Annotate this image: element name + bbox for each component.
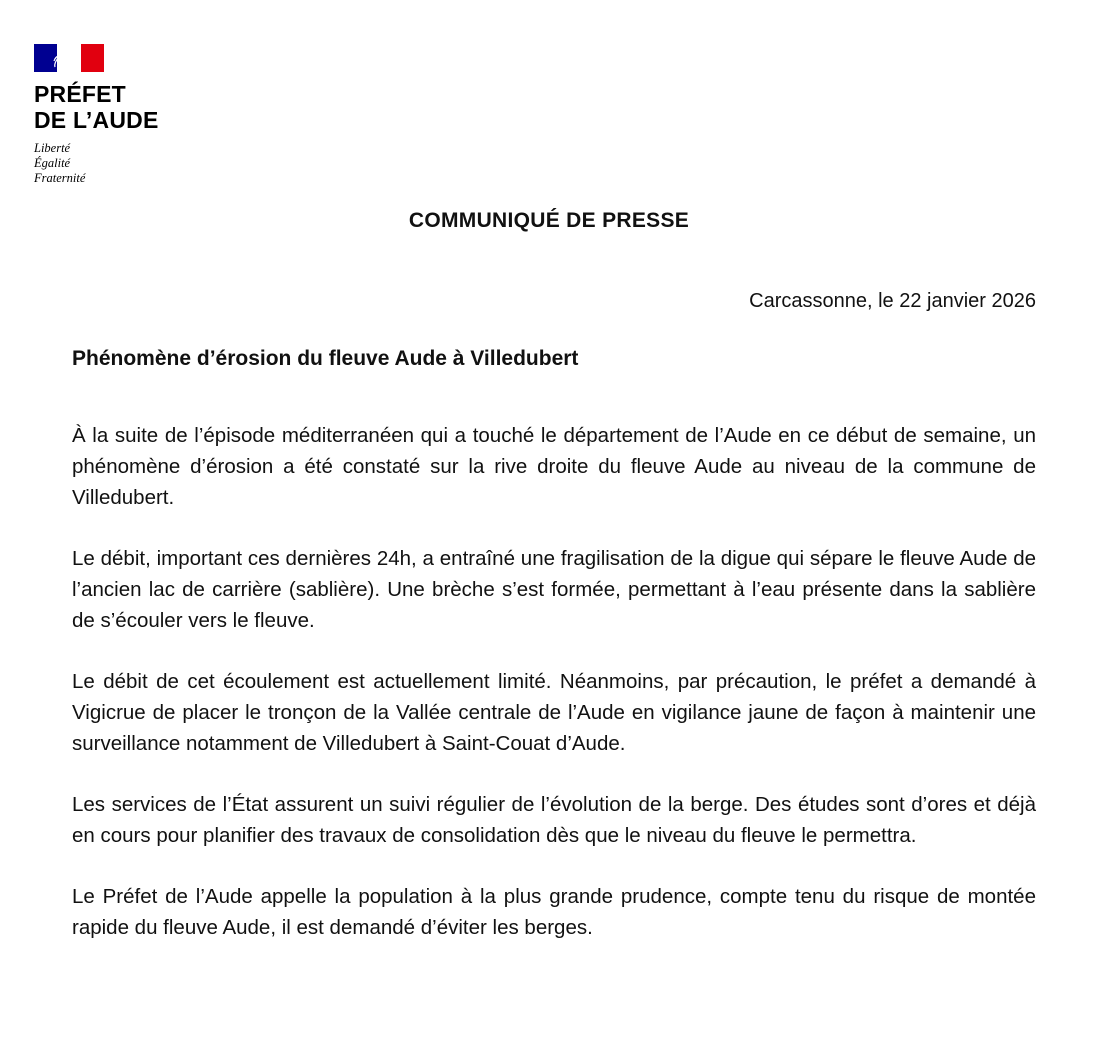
- body-paragraph-1: À la suite de l’épisode méditerranéen qui a touché le département de l’Aude en ce début de semaine, un phénomène d’érosion a été constaté sur la rive droite du fleuve Aude au niveau de la commune de Villedubert.: [72, 424, 1036, 509]
- body-paragraph-3: Le débit de cet écoulement est actuellement limité. Néanmoins, par précaution, le préfet a demandé à Vigicrue de placer le tronçon de la Vallée centrale de l’Aude en vigilance jaune de façon à maintenir une surveillance notamment de Villedubert à Saint-Couat d’Aude.: [72, 670, 1036, 755]
- issuer-name: [34, 81, 234, 133]
- motto-liberte: Liberté: [34, 141, 71, 155]
- press-release-title: Phénomène d’érosion du fleuve Aude à Villedubert: [72, 347, 579, 370]
- document-type-heading: COMMUNIQUÉ DE PRESSE: [408, 209, 690, 232]
- motto-fraternite: Fraternité: [34, 171, 86, 185]
- flag-blue-band: [34, 44, 57, 72]
- republic-motto: [34, 141, 234, 186]
- motto-egalite: Égalité: [34, 156, 71, 170]
- flag-red-band: [81, 44, 104, 72]
- issuer-line-1: PRÉFET: [34, 81, 126, 107]
- place-and-date: Carcassonne, le 22 janvier 2026: [749, 290, 1036, 312]
- marianne-logo-icon: [34, 44, 104, 72]
- body-paragraph-4: Les services de l’État assurent un suivi régulier de l’évolution de la berge. Des études sont d’ores et déjà en cours pour planifier des travaux de consolidation dès que le niveau du fleuve le permettra.: [72, 793, 1036, 847]
- press-release-body: [72, 420, 1036, 973]
- issuer-line-2: DE L’AUDE: [34, 107, 159, 133]
- body-paragraph-5: Le Préfet de l’Aude appelle la population à la plus grande prudence, compte tenu du risque de montée rapide du fleuve Aude, il est demandé d’éviter les berges.: [72, 885, 1036, 939]
- prefecture-logo-block: [34, 44, 234, 186]
- body-paragraph-2: Le débit, important ces dernières 24h, a entraîné une fragilisation de la digue qui sépare le fleuve Aude de l’ancien lac de carrière (sablière). Une brèche s’est formée, permettant à l’eau présente dans la sablière de s’écouler vers le fleuve.: [72, 547, 1036, 632]
